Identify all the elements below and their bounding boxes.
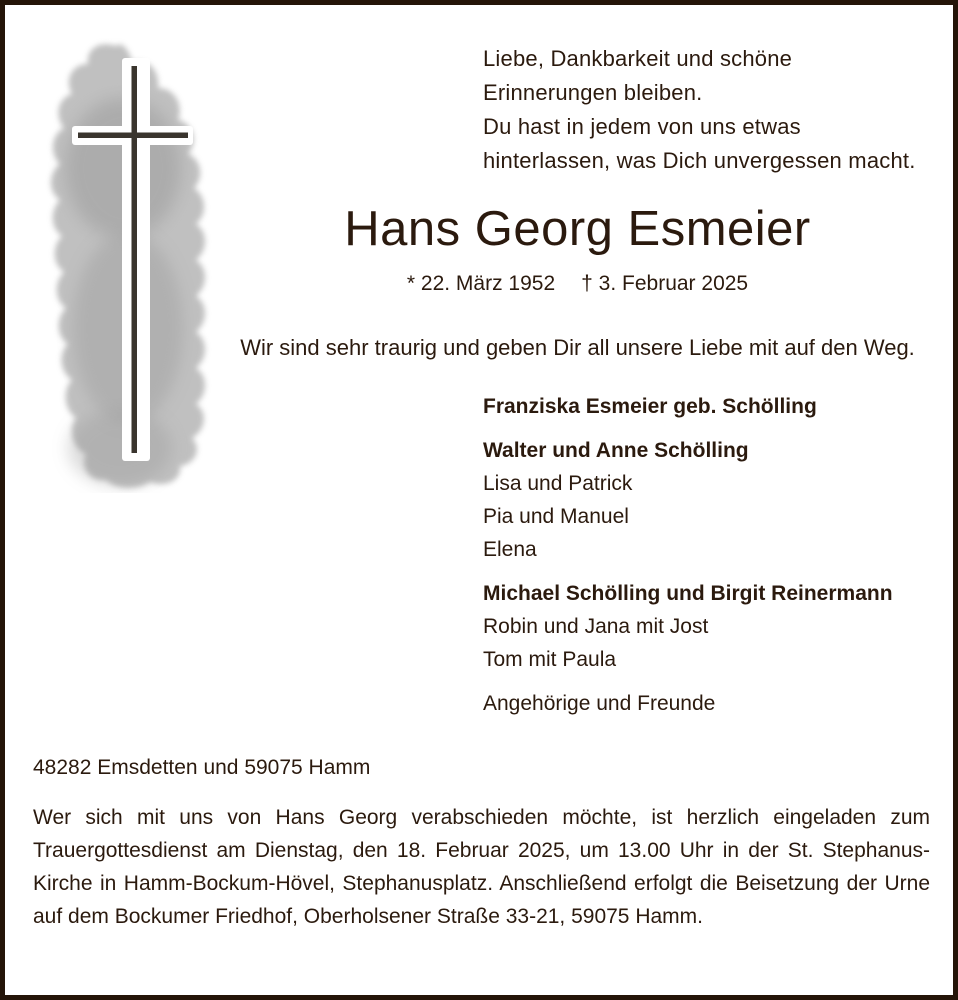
life-dates [225, 271, 930, 297]
mourner-line: Lisa und Patrick [483, 472, 633, 495]
mourner-group [483, 434, 943, 566]
mourner-line: Tom mit Paula [483, 648, 617, 671]
funeral-notice: Wer sich mit uns von Hans Georg verabschieden möchte, ist herzlich eingeladen zum Trauergottesdienst am Dienstag, den 18. Februar 2025, um 13.00 Uhr in der St. Stephanus-Kirche in Hamm-Bockum-Hövel, Stephanusplatz. Anschließend erfolgt die Beisetzung der Urne auf dem Bockumer Friedhof, Oberholsener Straße 33-21, 59075 Hamm. [33, 806, 930, 928]
mourners-list [483, 390, 943, 720]
mourner-line: Robin und Jana mit Jost [483, 615, 709, 638]
mourner-group-head: Franziska Esmeier geb. Schölling [483, 395, 817, 418]
mourner-group [483, 390, 943, 423]
mourner-group-head: Michael Schölling und Birgit Reinermann [483, 582, 893, 605]
mourners-closing: Angehörige und Freunde [483, 692, 716, 715]
memorial-cross-icon [28, 38, 218, 493]
mourner-line: Pia und Manuel [483, 505, 629, 528]
farewell-line: Wir sind sehr traurig und geben Dir all unsere Liebe mit auf den Weg. [240, 335, 915, 360]
verse-line: Liebe, Dankbarkeit und schöne [483, 46, 793, 71]
residence-line: 48282 Emsdetten und 59075 Hamm [33, 756, 371, 779]
mourner-group [483, 577, 943, 676]
death-date: † 3. Februar 2025 [581, 272, 749, 295]
verse-line: Erinnerungen bleiben. [483, 80, 703, 105]
memorial-verse [483, 42, 933, 178]
verse-line: hinterlassen, was Dich unvergessen macht. [483, 148, 916, 173]
verse-line: Du hast in jedem von uns etwas [483, 114, 801, 139]
birth-date: * 22. März 1952 [406, 272, 556, 295]
mourner-group-head: Walter und Anne Schölling [483, 439, 749, 462]
mourner-line: Elena [483, 538, 537, 561]
deceased-name: Hans Georg Esmeier [344, 202, 811, 256]
